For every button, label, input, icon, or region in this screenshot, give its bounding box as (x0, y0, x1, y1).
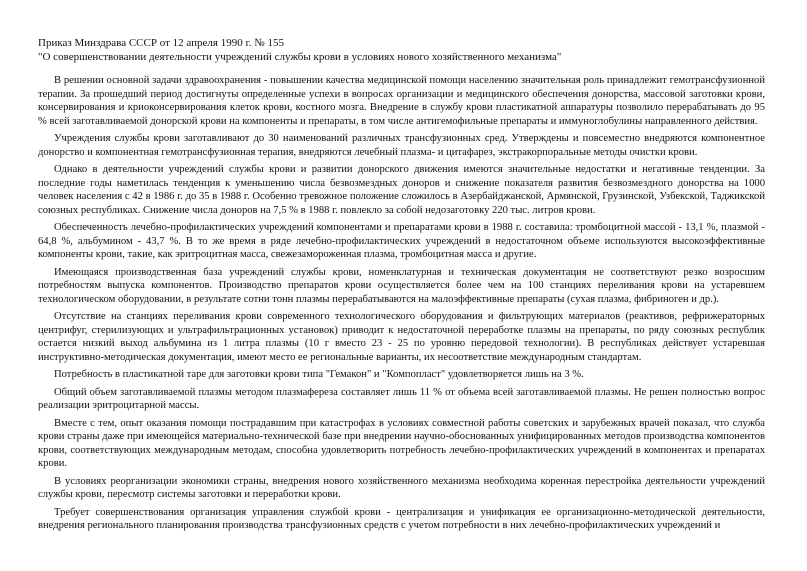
paragraph: В условиях реорганизации экономики страны, внедрения нового хозяйственного механизма необходима коренная перестройка деятельности учреждений службы крови, пересмотр системы заготовки и переработки крови. (38, 475, 765, 500)
paragraph: Обеспеченность лечебно-профилактических учреждений компонентами и препаратами крови в 1988 г. составила: тромбоцитной массой - 13,1 %, плазмой - 64,8 %, альбумином - 43,7 %. В то же время в ряде лечебно-профилактических учреждений в недостаточном объеме используются высокоэффективные компоненты крови, такие, как эритроцитная масса, свежезамороженная плазма, тромбоцитная масса и другие. (38, 222, 765, 260)
paragraph: Учреждения службы крови заготавливают до 30 наименований различных трансфузионных сред. Утверждены и повсеместно внедряются компонентное донорство и компонентная гемотрансфузионная терапия, внедряются лечебный плазма- и цитафарез, экстракорпоральные методы очистки крови. (38, 133, 765, 158)
paragraph: Потребность в пластикатной таре для заготовки крови типа "Гемакон" и "Компопласт" удовлетворяется лишь на 3 %. (54, 369, 584, 380)
order-title: Приказ Минздрава СССР от 12 апреля 1990 г. № 155 (38, 37, 284, 49)
document-body (38, 74, 765, 537)
document-header (38, 36, 778, 64)
paragraph: Однако в деятельности учреждений службы крови и развитии донорского движения имеются значительные недостатки и негативные тенденции. За последние годы наметилась тенденция к уменьшению числа безвозмездных доноров и снижение показателя развития безвозмездного донорства на 1000 человек населения с 42 в 1986 г. до 35 в 1988 г. Особенно тревожное положение сложилось в Азербайджанской, Армянской, Грузинской, Узбекской, Таджикской союзных республиках. Снижение числа доноров на 7,5 % в 1988 г. повлекло за собой недозаготовку 220 тыс. литров крови. (38, 164, 765, 216)
paragraph: В решении основной задачи здравоохранения - повышении качества медицинской помощи населению значительная роль принадлежит гемотрансфузионной терапии. За прошедший период достигнуты определенные успехи в вопросах организации и медицинского обеспечения донорства, массовой заготовки крови, консервирования и криоконсервирования клеток крови, костного мозга. Внедрение в службу крови пластикатной аппаратуры позволило перерабатывать до 95 % всей заготавливаемой донорской крови на компоненты и препараты, в том числе антигемофильные препараты и иммуноглобулины направленного действия. (38, 75, 765, 127)
order-subject: "О совершенствовании деятельности учреждений службы крови в условиях нового хозяйственного механизма" (38, 51, 562, 63)
paragraph: Имеющаяся производственная база учреждений службы крови, номенклатурная и техническая документация не соответствуют резко возросшим потребностям выпуска компонентов. Производство препаратов крови осуществляется более чем на 100 станциях переливания крови на устаревшем технологическом оборудовании, в результате сотни тонн плазмы перерабатываются на малоэффективные препараты (сухая плазма, фибриноген и др.). (38, 266, 765, 305)
paragraph: Вместе с тем, опыт оказания помощи пострадавшим при катастрофах в условиях совместной работы советских и зарубежных врачей показал, что служба крови страны даже при имеющейся материально-технической базе при внедрении научно-обоснованных унифицированных методов производства компонентов крови, соответствующих международным методам, способна удовлетворить потребность лечебно-профилактических учреждений в компонентах и препаратах крови. (38, 417, 765, 469)
paragraph: Требует совершенствования организация управления службой крови - централизация и унификация ее организационно-методической деятельности, внедрения регионального планирования производства трансфузионных средств с учетом потребности в них лечебно-профилактических учреждений и (38, 506, 765, 531)
paragraph: Общий объем заготавливаемой плазмы методом плазмафереза составляет лишь 11 % от объема всей заготавливаемой плазмы. Не решен полностью вопрос реализации эритроцитарной массы. (38, 386, 765, 411)
paragraph: Отсутствие на станциях переливания крови современного технологического оборудования и фильтрующих материалов (реактивов, рефрижераторных центрифуг, стерилизующих и ультрафильтрационных установок) приводит к недостаточной переработке плазмы на препараты, по ряду союзных республик остается низкий выход альбумина из 1 литра плазмы (10 г вместо 23 - 25 по уровню передовой технологии). В республиках действует устаревшая инструктивно-методическая документация, имеют место ее региональные варианты, их несоответствие международным стандартам. (38, 311, 765, 363)
